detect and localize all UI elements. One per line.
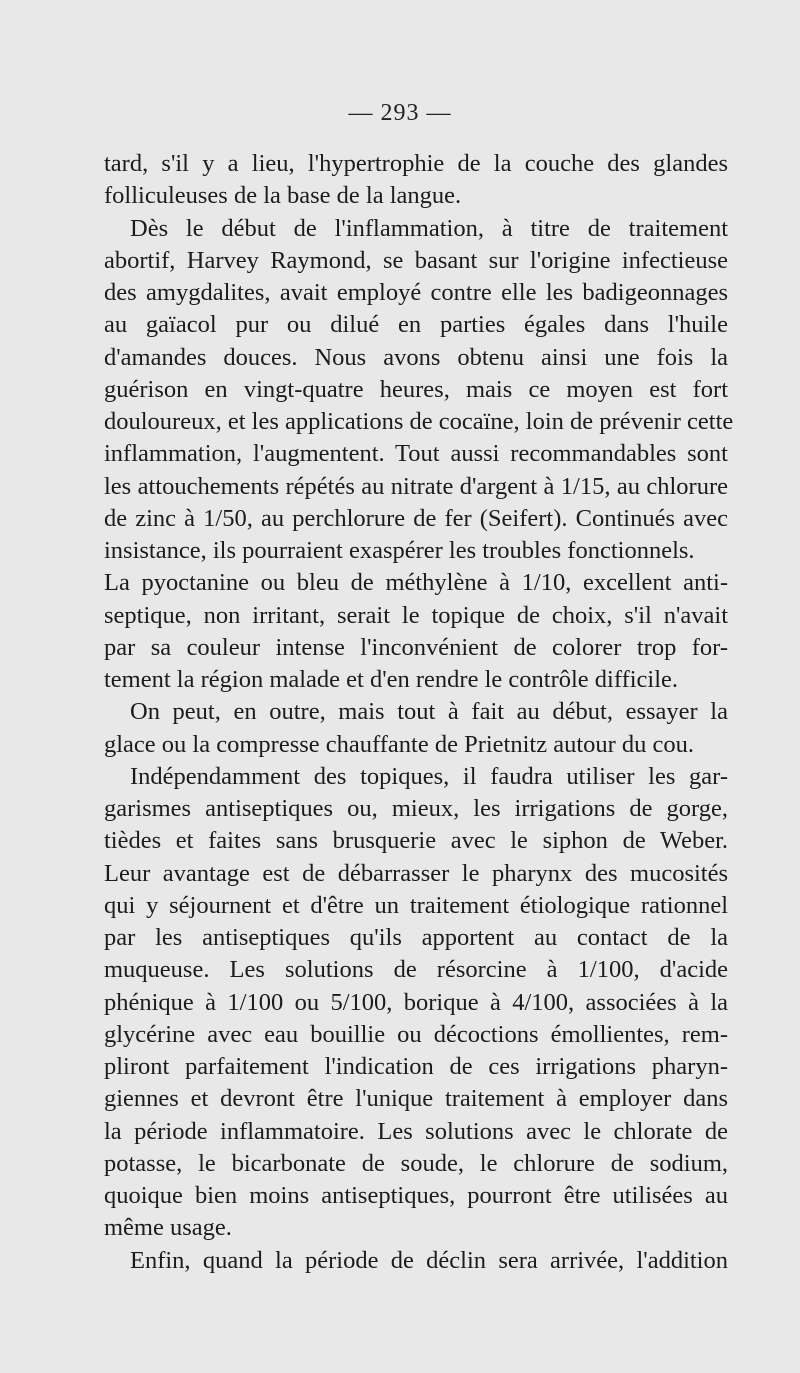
text-line: glace ou la compresse chauffante de Prietnitz autour du cou. [104, 730, 695, 758]
text-line: tard, s'il y a lieu, l'hypertrophie de la couche des glandes [104, 150, 728, 177]
text-line: Leur avantage est de débarrasser le pharynx des mucosités [104, 859, 728, 887]
text-line: des amygdalites, avait employé contre elle les badigeonnages [104, 279, 728, 306]
text-line: potasse, le bicarbonate de soude, le chlorure de sodium, [104, 1149, 728, 1177]
text-line: d'amandes douces. Nous avons obtenu ainsi une fois la [104, 343, 728, 371]
text-line: au gaïacol pur ou dilué en parties égales dans l'huile [104, 311, 728, 339]
text-line: phénique à 1/100 ou 5/100, borique à 4/100, associées à la [104, 988, 728, 1016]
text-line: La pyoctanine ou bleu de méthylène à 1/10, excellent anti- [104, 569, 728, 597]
text-line: giennes et devront être l'unique traitement à employer dans [104, 1085, 728, 1113]
text-line: par les antiseptiques qu'ils apportent au contact de la [104, 924, 728, 951]
text-line: abortif, Harvey Raymond, se basant sur l'origine infectieuse [104, 246, 728, 274]
text-line: Indépendamment des topiques, il faudra utiliser les gar- [130, 762, 728, 790]
text-line: la période inflammatoire. Les solutions avec le chlorate de [104, 1117, 728, 1145]
text-line: folliculeuses de la base de la langue. [104, 182, 462, 210]
text-line: tièdes et faites sans brusquerie avec le siphon de Weber. [104, 827, 728, 855]
text-line: par sa couleur intense l'inconvénient de colorer trop for- [104, 633, 728, 661]
text-line: tement la région malade et d'en rendre le contrôle difficile. [104, 666, 679, 693]
text-line: septique, non irritant, serait le topique de choix, s'il n'avait [104, 601, 728, 629]
text-line: muqueuse. Les solutions de résorcine à 1/100, d'acide [104, 956, 728, 984]
body-text [104, 148, 734, 1277]
text-line: insistance, ils pourraient exaspérer les troubles fonctionnels. [104, 537, 695, 564]
text-line: pliront parfaitement l'indication de ces irrigations pharyn- [104, 1053, 728, 1080]
text-line: douloureux, et les applications de cocaïne, loin de prévenir cette [104, 408, 734, 435]
text-line: quoique bien moins antiseptiques, pourront être utilisées au [104, 1182, 728, 1209]
text-line: même usage. [104, 1214, 232, 1242]
text-line: guérison en vingt-quatre heures, mais ce moyen est fort [104, 375, 728, 403]
text-line: garismes antiseptiques ou, mieux, les irrigations de gorge, [104, 795, 728, 822]
text-line: Enfin, quand la période de déclin sera arrivée, l'addition [130, 1246, 728, 1274]
page-number: — 293 — [348, 100, 452, 126]
text-line: On peut, en outre, mais tout à fait au début, essayer la [130, 698, 728, 726]
text-line: inflammation, l'augmentent. Tout aussi recommandables sont [104, 440, 728, 468]
text-line: Dès le début de l'inflammation, à titre de traitement [130, 214, 728, 242]
text-line: les attouchements répétés au nitrate d'argent à 1/15, au chlorure [104, 472, 728, 500]
text-line: glycérine avec eau bouillie ou décoctions émollientes, rem- [104, 1020, 728, 1048]
text-line: qui y séjournent et d'être un traitement étiologique rationnel [104, 891, 728, 919]
text-line: de zinc à 1/50, au perchlorure de fer (Seifert). Continués avec [104, 504, 728, 532]
